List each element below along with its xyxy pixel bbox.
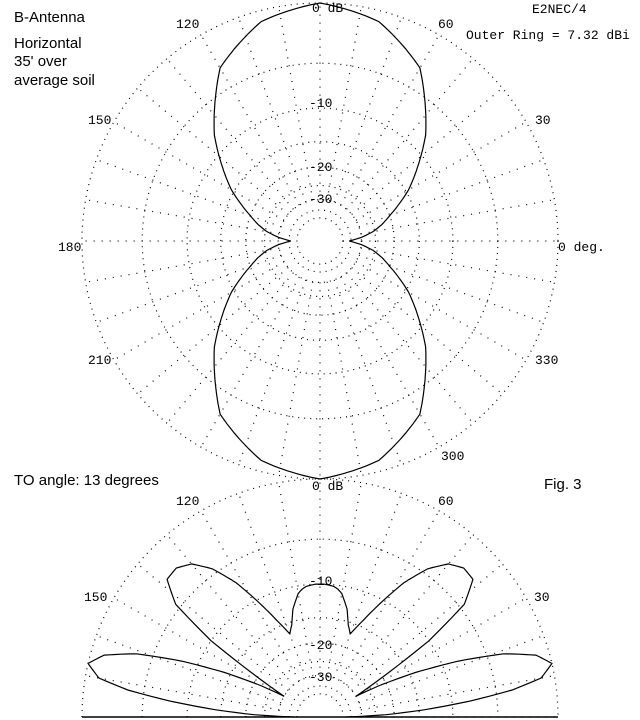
grid-ring: [297, 218, 343, 264]
grid-ray: [279, 483, 313, 677]
az-angle-90: 0 dB: [312, 1, 344, 16]
grid-ring: [289, 210, 351, 272]
az-angle-30: 30: [535, 113, 551, 128]
az-ring-label-30: -30: [309, 192, 333, 207]
el-ring-label-20: -20: [309, 638, 333, 653]
grid-ray: [201, 277, 299, 447]
grid-ring: [246, 167, 394, 315]
program-label: E2NEC/4: [532, 2, 587, 17]
grid-ray: [86, 200, 280, 234]
az-angle-300: 300: [441, 449, 465, 464]
outer-ring: [82, 3, 558, 479]
grid-ray: [361, 676, 555, 710]
grid-ray: [352, 88, 503, 214]
title-line-2: Horizontal: [14, 35, 82, 52]
grid-ring: [142, 539, 498, 717]
figure-label: Fig. 3: [544, 476, 582, 493]
el-ring-label-30: -30: [309, 670, 333, 685]
el-angle-90: 0 dB: [312, 479, 344, 494]
grid-ray: [352, 564, 503, 690]
az-angle-330: 330: [535, 353, 559, 368]
grid-ray: [359, 636, 544, 703]
grid-ray: [356, 122, 526, 220]
title-line-4: average soil: [14, 72, 95, 89]
grid-ring: [279, 200, 362, 283]
grid-ring: [187, 108, 453, 374]
grid-ray: [356, 262, 526, 360]
outer-ring-label: Outer Ring = 7.32 dBi: [466, 28, 630, 43]
grid-ray: [361, 200, 555, 234]
az-ring-label-10: -10: [309, 96, 333, 111]
grid-ray: [352, 268, 503, 394]
grid-ray: [239, 280, 306, 465]
el-angle-60: 60: [438, 494, 454, 509]
grid-ray: [239, 17, 306, 202]
grid-ray: [96, 255, 281, 322]
grid-ray: [239, 493, 306, 678]
grid-ray: [114, 122, 284, 220]
grid-ray: [201, 35, 299, 205]
grid-ray: [341, 511, 439, 681]
grid-ray: [279, 282, 313, 476]
grid-ray: [341, 277, 439, 447]
el-angle-150: 150: [84, 590, 108, 605]
azimuth-grid: [82, 3, 558, 479]
az-angle-180: 180: [58, 240, 82, 255]
grid-ray: [356, 598, 526, 696]
grid-ray: [201, 511, 299, 681]
el-angle-120: 120: [176, 494, 200, 509]
az-angle-150: 150: [88, 113, 112, 128]
grid-ring: [289, 686, 351, 717]
grid-ray: [138, 268, 289, 394]
takeoff-angle-label: TO angle: 13 degrees: [14, 472, 159, 489]
grid-ring: [297, 694, 343, 717]
grid-ray: [96, 160, 281, 227]
grid-ray: [138, 88, 289, 214]
grid-ray: [334, 493, 401, 678]
az-angle-60: 60: [438, 17, 454, 32]
az-angle-0: 0 deg.: [558, 240, 605, 255]
grid-ray: [138, 564, 289, 690]
grid-ray: [114, 262, 284, 360]
el-ring-label-10: -10: [309, 574, 333, 589]
title-line-1: B-Antenna: [14, 9, 85, 26]
az-ring-label-20: -20: [309, 160, 333, 175]
grid-ring: [142, 63, 498, 419]
grid-ray: [334, 280, 401, 465]
title-line-3: 35' over: [14, 53, 67, 70]
az-angle-120: 120: [176, 17, 200, 32]
grid-ray: [334, 17, 401, 202]
grid-ray: [341, 35, 439, 205]
az-angle-210: 210: [88, 353, 112, 368]
grid-ray: [327, 282, 361, 476]
grid-ray: [114, 598, 284, 696]
el-angle-30: 30: [534, 590, 550, 605]
grid-ray: [86, 248, 280, 282]
